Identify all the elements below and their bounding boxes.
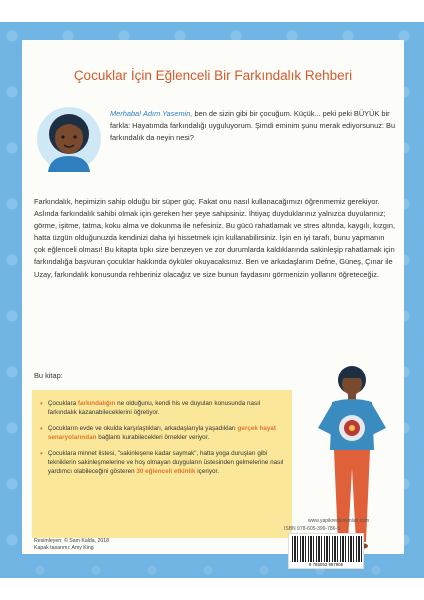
bullet-dot-icon: • xyxy=(40,448,43,458)
back-cover xyxy=(0,22,424,578)
feature-item xyxy=(40,424,284,443)
feature-text: Çocuklara xyxy=(47,400,78,407)
barcode xyxy=(288,533,364,569)
feature-emphasis: 30 eğlenceli etkinlik xyxy=(136,468,196,476)
feature-text: bağlantı kurabilecekleri örnekler veriyor. xyxy=(96,434,210,442)
content-panel xyxy=(22,40,404,567)
credit-cover-design: Kapak tasarımı: Amy King xyxy=(34,545,94,551)
feature-item xyxy=(40,449,284,477)
bullet-dot-icon: • xyxy=(40,423,43,433)
intro-paragraph xyxy=(110,108,400,145)
isbn-text: ISBN 978-605-399-786-5 xyxy=(284,526,340,532)
feature-text: Çocukların evde ve okulda karşılaştıkları, arkadaşlarıyla yaşadıkları xyxy=(47,424,238,432)
bullet-dot-icon: • xyxy=(40,399,43,408)
body-paragraph: Farkındalık, hepimizin sahip olduğu bir süper güç. Fakat onu nasıl kullanacağımızı öğrenmemiz gerekiyor. Aslında farkındalık sahibi olmak için gereken her şeye sahipsiniz. İhtiyaç duyduklarınız yalnızca duyularınız; görme, işitme, tatma, koku alma ve dokunma ile nefesiniz. Bu gücü rahatlamak ve stres altında, kaygılı, kızgın, hatta üzgün olduğunuzda kendinizi daha iyi hissetmek için kullanabilirsiniz. İşin en iyi tarafı, bunu yapmanın çok eğlenceli olması! Bu kitapta tıpkı size benzeyen ve zor durumlarda kaldıklarında sakinleşip rahatlamak için farkındalığa başvuran çocuklar hakkında öyküler okuyacaksınız. Ben ve arkadaşlarım Defne, Güneş, Çınar ile Uzay, farkındalık konusunda rehberiniz olacağız ve size bunun faydasını görmenizin yollarını öğreteceğiz. xyxy=(34,197,396,279)
website-url: www.yapikrediyayinlari.com xyxy=(308,518,370,524)
feature-item xyxy=(40,399,284,418)
intro-greeting: Merhaba! Adım Yasemin, xyxy=(110,109,193,118)
feature-emphasis: farkındalığın xyxy=(77,400,116,407)
barcode-digits: 9 786053 997865 xyxy=(289,562,363,567)
meditating-girl-illustration xyxy=(304,358,400,554)
girl-portrait-icon xyxy=(36,106,102,172)
credit-illustrator: Resimleyen: © Sam Kalda, 2018 xyxy=(34,538,110,544)
feature-emphasis: gerçek hayat senaryolarından xyxy=(47,424,277,442)
bullets-lead: Bu kitap: xyxy=(34,371,63,380)
features-callout xyxy=(32,390,292,538)
page-title: Çocuklar İçin Eğlenceli Bir Farkındalık Rehberi xyxy=(73,68,353,83)
feature-text: içeriyor. xyxy=(195,468,219,476)
feature-text: Çocuklara minnet listesi, "sakinleşene kadar saymak", hatta yoga duruşları gibi tekniklerin sakinleşmelerine ve hoş olmayan duyguların üstesinden gelmelerine nasıl yardımcı olabileceğini gösteren xyxy=(47,449,284,476)
intro-text: ben de sizin gibi bir çocuğum. Küçük... peki peki BÜYÜK bir farkla: Hayatımda farkındalığı uyguluyorum. Şimdi eminim şunu merak ediyorsunuz: Bu farkındalık da neyin nesi? xyxy=(110,109,396,143)
credits xyxy=(34,538,109,552)
feature-text: ne olduğunu, kendi his ve duyuları konusunda nasıl farkındalık kazanabileceklerini öğretiyor. xyxy=(47,400,261,417)
